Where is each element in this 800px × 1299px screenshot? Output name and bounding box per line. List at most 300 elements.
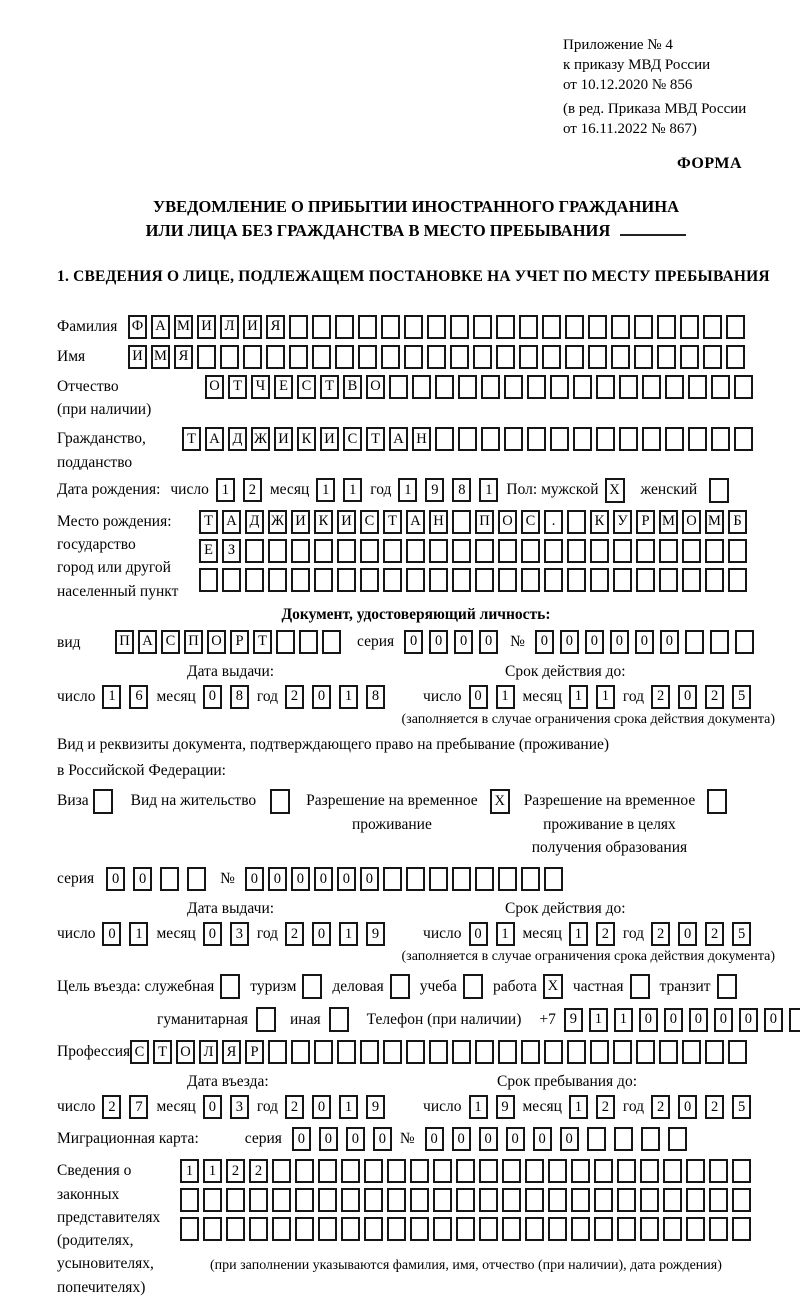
char-box[interactable]	[567, 1040, 586, 1064]
char-box[interactable]: 1	[339, 685, 358, 709]
char-box[interactable]	[565, 345, 584, 369]
char-box[interactable]: 2	[226, 1159, 245, 1183]
char-box[interactable]: Р	[230, 630, 249, 654]
char-box[interactable]: Д	[228, 427, 247, 451]
char-box[interactable]: 1	[180, 1159, 199, 1183]
char-box[interactable]	[318, 1188, 337, 1212]
char-box[interactable]: Т	[228, 375, 247, 399]
char-box[interactable]: 1	[102, 685, 121, 709]
char-box[interactable]: 5	[732, 922, 751, 946]
char-box[interactable]	[295, 1188, 314, 1212]
char-box[interactable]	[337, 568, 356, 592]
char-box[interactable]: 0	[560, 1127, 579, 1151]
char-box[interactable]: С	[360, 510, 379, 534]
char-box[interactable]: П	[184, 630, 203, 654]
char-box[interactable]	[341, 1217, 360, 1241]
char-box[interactable]	[521, 539, 540, 563]
char-box[interactable]: 0	[291, 867, 310, 891]
char-box[interactable]: 0	[203, 685, 222, 709]
char-box[interactable]: 0	[533, 1127, 552, 1151]
char-box[interactable]	[688, 375, 707, 399]
char-box[interactable]: 7	[129, 1095, 148, 1119]
char-box[interactable]: 0	[312, 922, 331, 946]
char-box[interactable]: 2	[243, 478, 262, 502]
char-box[interactable]	[410, 1188, 429, 1212]
residence-permit-checkbox[interactable]	[270, 789, 290, 814]
char-box[interactable]	[473, 315, 492, 339]
char-box[interactable]: А	[222, 510, 241, 534]
char-box[interactable]	[358, 315, 377, 339]
char-box[interactable]: 2	[249, 1159, 268, 1183]
char-box[interactable]: Т	[383, 510, 402, 534]
char-box[interactable]	[705, 539, 724, 563]
char-box[interactable]	[521, 1040, 540, 1064]
char-box[interactable]	[613, 568, 632, 592]
char-box[interactable]: 0	[429, 630, 448, 654]
char-box[interactable]: 5	[732, 1095, 751, 1119]
char-box[interactable]: Я	[174, 345, 193, 369]
char-box[interactable]	[341, 1188, 360, 1212]
char-box[interactable]	[565, 315, 584, 339]
char-box[interactable]	[314, 1040, 333, 1064]
char-box[interactable]: 2	[596, 922, 615, 946]
char-box[interactable]: 0	[245, 867, 264, 891]
char-box[interactable]	[272, 1188, 291, 1212]
char-box[interactable]: 0	[639, 1008, 658, 1032]
char-box[interactable]	[199, 568, 218, 592]
char-box[interactable]	[789, 1008, 800, 1032]
char-box[interactable]	[550, 427, 569, 451]
char-box[interactable]: 0	[102, 922, 121, 946]
char-box[interactable]: 0	[454, 630, 473, 654]
char-box[interactable]	[435, 375, 454, 399]
char-box[interactable]	[636, 539, 655, 563]
char-box[interactable]: 0	[678, 922, 697, 946]
char-box[interactable]	[452, 1040, 471, 1064]
char-box[interactable]: 1	[316, 478, 335, 502]
char-box[interactable]: А	[406, 510, 425, 534]
char-box[interactable]: 0	[425, 1127, 444, 1151]
char-box[interactable]: 1	[339, 1095, 358, 1119]
char-box[interactable]	[659, 568, 678, 592]
char-box[interactable]	[245, 539, 264, 563]
char-box[interactable]	[641, 1127, 660, 1151]
char-box[interactable]	[680, 315, 699, 339]
char-box[interactable]: З	[222, 539, 241, 563]
char-box[interactable]	[728, 1040, 747, 1064]
char-box[interactable]: И	[274, 427, 293, 451]
char-box[interactable]	[452, 568, 471, 592]
char-box[interactable]	[634, 315, 653, 339]
char-box[interactable]: И	[291, 510, 310, 534]
char-box[interactable]	[525, 1217, 544, 1241]
purpose-official-checkbox[interactable]	[220, 974, 240, 999]
char-box[interactable]: 0	[133, 867, 152, 891]
char-box[interactable]	[245, 568, 264, 592]
char-box[interactable]	[542, 315, 561, 339]
char-box[interactable]	[682, 1040, 701, 1064]
char-box[interactable]	[502, 1217, 521, 1241]
char-box[interactable]: 1	[614, 1008, 633, 1032]
char-box[interactable]	[295, 1217, 314, 1241]
char-box[interactable]	[668, 1127, 687, 1151]
char-box[interactable]: 0	[739, 1008, 758, 1032]
char-box[interactable]: 2	[102, 1095, 121, 1119]
char-box[interactable]: 8	[230, 685, 249, 709]
char-box[interactable]	[226, 1217, 245, 1241]
char-box[interactable]	[682, 539, 701, 563]
char-box[interactable]: 1	[216, 478, 235, 502]
char-box[interactable]	[383, 568, 402, 592]
char-box[interactable]	[611, 315, 630, 339]
char-box[interactable]	[406, 539, 425, 563]
char-box[interactable]	[473, 345, 492, 369]
char-box[interactable]: 0	[404, 630, 423, 654]
char-box[interactable]: 9	[366, 922, 385, 946]
char-box[interactable]: 1	[469, 1095, 488, 1119]
char-box[interactable]	[452, 867, 471, 891]
char-box[interactable]: 9	[425, 478, 444, 502]
char-box[interactable]	[389, 375, 408, 399]
char-box[interactable]: 0	[678, 685, 697, 709]
char-box[interactable]	[312, 315, 331, 339]
char-box[interactable]: 0	[560, 630, 579, 654]
char-box[interactable]	[318, 1217, 337, 1241]
char-box[interactable]	[640, 1217, 659, 1241]
char-box[interactable]: А	[138, 630, 157, 654]
char-box[interactable]: 2	[285, 685, 304, 709]
purpose-other-checkbox[interactable]	[329, 1007, 349, 1032]
char-box[interactable]	[735, 630, 754, 654]
char-box[interactable]: Т	[366, 427, 385, 451]
char-box[interactable]	[659, 539, 678, 563]
char-box[interactable]: Т	[153, 1040, 172, 1064]
char-box[interactable]	[427, 315, 446, 339]
char-box[interactable]: И	[320, 427, 339, 451]
char-box[interactable]: 0	[535, 630, 554, 654]
char-box[interactable]	[544, 568, 563, 592]
char-box[interactable]	[406, 867, 425, 891]
char-box[interactable]: 5	[732, 685, 751, 709]
char-box[interactable]	[711, 427, 730, 451]
char-box[interactable]	[617, 1188, 636, 1212]
char-box[interactable]: О	[682, 510, 701, 534]
char-box[interactable]	[709, 1217, 728, 1241]
char-box[interactable]: 9	[366, 1095, 385, 1119]
char-box[interactable]	[291, 568, 310, 592]
char-box[interactable]: Т	[199, 510, 218, 534]
char-box[interactable]: 6	[129, 685, 148, 709]
char-box[interactable]	[203, 1188, 222, 1212]
char-box[interactable]	[475, 568, 494, 592]
char-box[interactable]: М	[705, 510, 724, 534]
char-box[interactable]	[381, 345, 400, 369]
char-box[interactable]: 0	[373, 1127, 392, 1151]
char-box[interactable]	[663, 1188, 682, 1212]
char-box[interactable]: 1	[496, 685, 515, 709]
char-box[interactable]: А	[151, 315, 170, 339]
char-box[interactable]	[613, 1040, 632, 1064]
char-box[interactable]	[291, 539, 310, 563]
char-box[interactable]	[203, 1217, 222, 1241]
char-box[interactable]	[680, 345, 699, 369]
char-box[interactable]	[498, 568, 517, 592]
char-box[interactable]: П	[115, 630, 134, 654]
char-box[interactable]: 0	[203, 1095, 222, 1119]
char-box[interactable]: 9	[564, 1008, 583, 1032]
char-box[interactable]: 1	[129, 922, 148, 946]
char-box[interactable]	[521, 867, 540, 891]
char-box[interactable]	[734, 375, 753, 399]
char-box[interactable]	[452, 510, 471, 534]
char-box[interactable]	[567, 510, 586, 534]
char-box[interactable]	[502, 1188, 521, 1212]
char-box[interactable]	[387, 1188, 406, 1212]
char-box[interactable]	[705, 1040, 724, 1064]
char-box[interactable]	[360, 1040, 379, 1064]
char-box[interactable]	[657, 315, 676, 339]
char-box[interactable]: 0	[314, 867, 333, 891]
char-box[interactable]	[710, 630, 729, 654]
char-box[interactable]	[544, 539, 563, 563]
char-box[interactable]	[594, 1217, 613, 1241]
char-box[interactable]	[243, 345, 262, 369]
char-box[interactable]: 1	[589, 1008, 608, 1032]
char-box[interactable]: Ч	[251, 375, 270, 399]
char-box[interactable]: 2	[651, 685, 670, 709]
char-box[interactable]: 0	[479, 1127, 498, 1151]
char-box[interactable]	[433, 1217, 452, 1241]
char-box[interactable]	[504, 427, 523, 451]
char-box[interactable]: К	[314, 510, 333, 534]
char-box[interactable]	[222, 568, 241, 592]
char-box[interactable]: 0	[506, 1127, 525, 1151]
char-box[interactable]: Ф	[128, 315, 147, 339]
char-box[interactable]	[456, 1188, 475, 1212]
char-box[interactable]	[249, 1217, 268, 1241]
char-box[interactable]	[521, 568, 540, 592]
char-box[interactable]	[364, 1188, 383, 1212]
char-box[interactable]	[617, 1217, 636, 1241]
char-box[interactable]: 1	[569, 922, 588, 946]
char-box[interactable]	[427, 345, 446, 369]
char-box[interactable]	[197, 345, 216, 369]
visa-checkbox[interactable]	[93, 789, 113, 814]
char-box[interactable]: О	[205, 375, 224, 399]
char-box[interactable]	[450, 345, 469, 369]
char-box[interactable]	[450, 315, 469, 339]
char-box[interactable]	[703, 345, 722, 369]
char-box[interactable]	[160, 867, 179, 891]
char-box[interactable]	[383, 539, 402, 563]
char-box[interactable]: 0	[664, 1008, 683, 1032]
char-box[interactable]: 3	[230, 1095, 249, 1119]
char-box[interactable]	[732, 1188, 751, 1212]
char-box[interactable]	[504, 375, 523, 399]
char-box[interactable]	[498, 867, 517, 891]
char-box[interactable]: М	[151, 345, 170, 369]
char-box[interactable]: Д	[245, 510, 264, 534]
char-box[interactable]	[573, 375, 592, 399]
char-box[interactable]: 0	[469, 922, 488, 946]
char-box[interactable]: 1	[398, 478, 417, 502]
char-box[interactable]	[734, 427, 753, 451]
char-box[interactable]: 1	[343, 478, 362, 502]
char-box[interactable]: 0	[312, 1095, 331, 1119]
char-box[interactable]	[590, 1040, 609, 1064]
char-box[interactable]: Л	[220, 315, 239, 339]
char-box[interactable]	[276, 630, 295, 654]
char-box[interactable]	[573, 427, 592, 451]
char-box[interactable]: 1	[569, 685, 588, 709]
char-box[interactable]	[381, 315, 400, 339]
char-box[interactable]: И	[128, 345, 147, 369]
char-box[interactable]: И	[243, 315, 262, 339]
char-box[interactable]: Т	[253, 630, 272, 654]
char-box[interactable]: 0	[292, 1127, 311, 1151]
char-box[interactable]	[571, 1217, 590, 1241]
char-box[interactable]	[429, 1040, 448, 1064]
char-box[interactable]	[268, 1040, 287, 1064]
char-box[interactable]	[594, 1188, 613, 1212]
char-box[interactable]	[479, 1188, 498, 1212]
char-box[interactable]: 1	[339, 922, 358, 946]
char-box[interactable]	[299, 630, 318, 654]
char-box[interactable]	[688, 427, 707, 451]
char-box[interactable]	[567, 539, 586, 563]
char-box[interactable]	[640, 1188, 659, 1212]
char-box[interactable]: 2	[596, 1095, 615, 1119]
char-box[interactable]: 1	[203, 1159, 222, 1183]
char-box[interactable]: О	[366, 375, 385, 399]
char-box[interactable]: С	[130, 1040, 149, 1064]
char-box[interactable]	[611, 345, 630, 369]
char-box[interactable]	[571, 1188, 590, 1212]
char-box[interactable]	[642, 427, 661, 451]
char-box[interactable]: В	[343, 375, 362, 399]
char-box[interactable]: Р	[636, 510, 655, 534]
char-box[interactable]	[544, 1040, 563, 1064]
char-box[interactable]: 0	[678, 1095, 697, 1119]
char-box[interactable]	[686, 1188, 705, 1212]
char-box[interactable]	[410, 1217, 429, 1241]
char-box[interactable]	[481, 427, 500, 451]
char-box[interactable]: Т	[320, 375, 339, 399]
char-box[interactable]: 0	[312, 685, 331, 709]
char-box[interactable]: 2	[285, 1095, 304, 1119]
char-box[interactable]	[404, 345, 423, 369]
char-box[interactable]	[686, 1217, 705, 1241]
char-box[interactable]	[312, 345, 331, 369]
char-box[interactable]: 0	[319, 1127, 338, 1151]
char-box[interactable]: С	[297, 375, 316, 399]
char-box[interactable]: 1	[479, 478, 498, 502]
char-box[interactable]: 0	[106, 867, 125, 891]
char-box[interactable]	[266, 345, 285, 369]
char-box[interactable]: 0	[635, 630, 654, 654]
char-box[interactable]: У	[613, 510, 632, 534]
sex-male-checkbox[interactable]: X	[605, 478, 625, 503]
char-box[interactable]	[665, 427, 684, 451]
char-box[interactable]: 8	[366, 685, 385, 709]
purpose-humanitarian-checkbox[interactable]	[256, 1007, 276, 1032]
char-box[interactable]	[590, 539, 609, 563]
char-box[interactable]: 0	[469, 685, 488, 709]
char-box[interactable]	[220, 345, 239, 369]
char-box[interactable]	[322, 630, 341, 654]
char-box[interactable]: 2	[705, 685, 724, 709]
char-box[interactable]	[496, 315, 515, 339]
char-box[interactable]: 2	[651, 922, 670, 946]
char-box[interactable]	[268, 568, 287, 592]
purpose-tourism-checkbox[interactable]	[302, 974, 322, 999]
char-box[interactable]	[685, 630, 704, 654]
char-box[interactable]: Т	[182, 427, 201, 451]
char-box[interactable]	[527, 375, 546, 399]
char-box[interactable]: Я	[266, 315, 285, 339]
char-box[interactable]: С	[161, 630, 180, 654]
char-box[interactable]: 0	[337, 867, 356, 891]
char-box[interactable]	[588, 345, 607, 369]
char-box[interactable]	[335, 345, 354, 369]
char-box[interactable]: .	[544, 510, 563, 534]
char-box[interactable]: 0	[610, 630, 629, 654]
char-box[interactable]: Е	[274, 375, 293, 399]
char-box[interactable]: 0	[660, 630, 679, 654]
char-box[interactable]: 0	[268, 867, 287, 891]
char-box[interactable]	[433, 1188, 452, 1212]
purpose-transit-checkbox[interactable]	[717, 974, 737, 999]
char-box[interactable]	[596, 375, 615, 399]
char-box[interactable]	[180, 1217, 199, 1241]
char-box[interactable]	[335, 315, 354, 339]
char-box[interactable]	[479, 1217, 498, 1241]
char-box[interactable]	[272, 1217, 291, 1241]
char-box[interactable]	[542, 345, 561, 369]
char-box[interactable]	[596, 427, 615, 451]
char-box[interactable]	[249, 1188, 268, 1212]
char-box[interactable]	[619, 427, 638, 451]
char-box[interactable]: 9	[496, 1095, 515, 1119]
char-box[interactable]: К	[297, 427, 316, 451]
char-box[interactable]	[636, 568, 655, 592]
char-box[interactable]: Н	[412, 427, 431, 451]
char-box[interactable]	[709, 1188, 728, 1212]
char-box[interactable]	[590, 568, 609, 592]
char-box[interactable]	[634, 345, 653, 369]
char-box[interactable]: 0	[764, 1008, 783, 1032]
char-box[interactable]	[619, 375, 638, 399]
char-box[interactable]	[291, 1040, 310, 1064]
char-box[interactable]: Е	[199, 539, 218, 563]
char-box[interactable]	[705, 568, 724, 592]
char-box[interactable]	[498, 1040, 517, 1064]
char-box[interactable]: 0	[585, 630, 604, 654]
char-box[interactable]: 0	[203, 922, 222, 946]
char-box[interactable]	[364, 1217, 383, 1241]
char-box[interactable]: 2	[651, 1095, 670, 1119]
char-box[interactable]	[337, 1040, 356, 1064]
purpose-study-checkbox[interactable]	[463, 974, 483, 999]
char-box[interactable]	[642, 375, 661, 399]
char-box[interactable]	[458, 375, 477, 399]
char-box[interactable]	[456, 1217, 475, 1241]
char-box[interactable]	[429, 568, 448, 592]
char-box[interactable]	[567, 568, 586, 592]
char-box[interactable]: М	[174, 315, 193, 339]
char-box[interactable]	[314, 539, 333, 563]
char-box[interactable]	[429, 867, 448, 891]
